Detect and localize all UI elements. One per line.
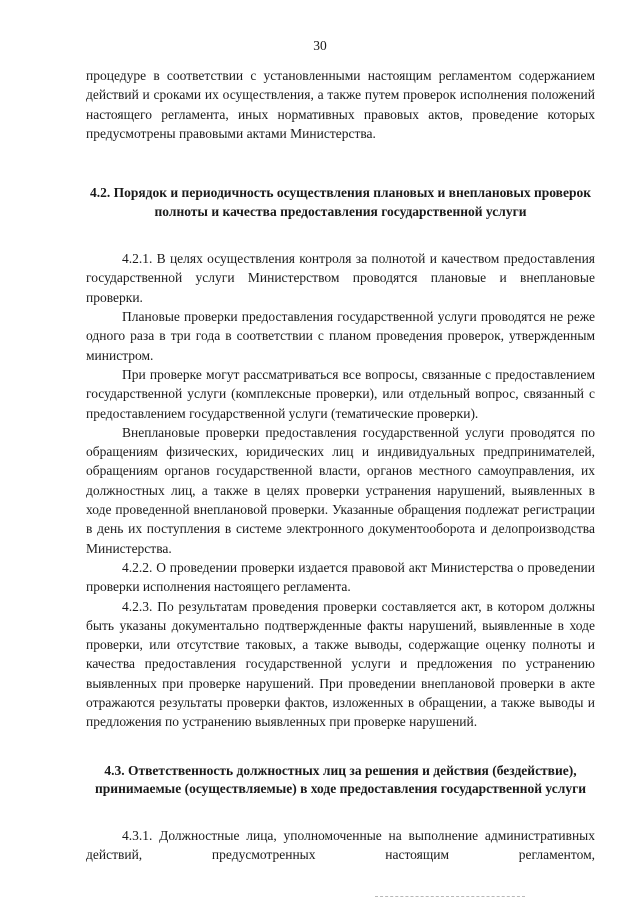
paragraph-4-2-3: 4.2.3. По результатам проведения проверки составляется акт, в котором должны быть указаны документально подтвержденные факты нарушений, выявленные в ходе проверки, или отсутствие таковых, а также выводы, содержащие оценку полноты и качества предоставления государственной услуги и предложения по устранению выявленных при проверке нарушений. При проведении внеплановой проверки в акте отражаются результаты проверки фактов, изложенных в обращении, а также выводы и предложения по устранению выявленных при проверке нарушений. (86, 598, 595, 730)
document-body (86, 66, 595, 864)
scan-artifact (375, 896, 525, 898)
paragraph-4-2-1: 4.2.1. В целях осуществления контроля за полнотой и качеством предоставления государственной услуги Министерством проводятся плановые и внеплановые проверки. (86, 251, 595, 305)
section-4-2-heading: 4.2. Порядок и периодичность осуществления плановых и внеплановых проверок полноты и качества предоставления государственной услуги (89, 185, 592, 219)
intro-paragraph: процедуре в соответствии с установленными настоящим регламентом содержанием действий и сроками их осуществления, а также путем проверок исполнения положений настоящего регламента, иных нормативных правовых актов, проведение которых предусмотрены правовыми актами Министерства. (86, 68, 595, 141)
paragraph-planned-checks: Плановые проверки предоставления государственной услуги проводятся не реже одного раза в три года в соответствии с планом проведения проверок, утвержденным министром. (86, 309, 595, 363)
section-4-3-heading: 4.3. Ответственность должностных лиц за решения и действия (бездействие), принимаемые (осуществляемые) в ходе предоставления государственной услуги (95, 762, 586, 797)
section-4-3-content (86, 826, 595, 865)
paragraph-4-2-2: 4.2.2. О проведении проверки издается правовой акт Министерства о проведении проверки исполнения настоящего регламента. (86, 559, 595, 595)
paragraph-check-questions: При проверке могут рассматриваться все вопросы, связанные с предоставлением государственной услуги (комплексные проверки), или отдельный вопрос, связанный с предоставлением государственной услуги (тематические проверки). (86, 366, 595, 421)
paragraph-unplanned-checks: Внеплановые проверки предоставления государственной услуги проводятся по обращениям физических, юридических лиц и индивидуальных предпринимателей, обращениям органов государственной власти, органов местного самоуправления, их должностных лиц, а также в целях проверки устранения нарушений, выявленных в ходе проведенной внеплановой проверки. Указанные обращения подлежат регистрации в день их поступления в системе электронного документооборота и делопроизводства Министерства. (86, 424, 595, 556)
paragraph-4-3-1: 4.3.1. Должностные лица, уполномоченные на выполнение административных действий, предусмотренных настоящим регламентом, (86, 827, 595, 862)
page-number: 30 (313, 38, 327, 53)
